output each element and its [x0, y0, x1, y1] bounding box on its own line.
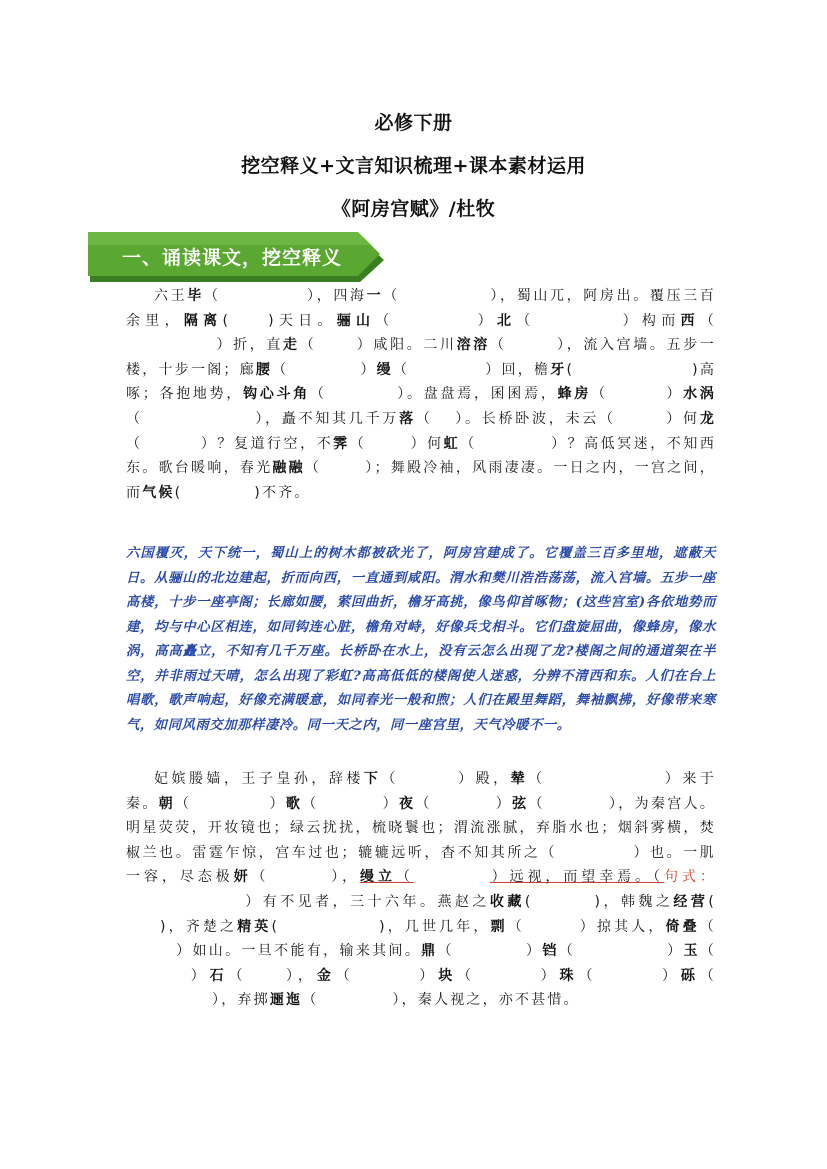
text-run: ）: [525, 943, 543, 960]
keyword: 骊山: [336, 312, 376, 329]
text-run: ）？高低冥迷，不知西东。歌台暖响，春光: [126, 435, 717, 477]
keyword: 倚叠: [665, 918, 700, 935]
text-run: ）: [416, 967, 439, 984]
keyword: 毕: [187, 288, 204, 304]
text-run: ）；舞殿冷袖，风雨凄凄。一日之内，一宫之间，而: [126, 460, 716, 501]
text-run: ），: [329, 869, 361, 886]
keyword: 金: [316, 967, 336, 984]
keyword: 霁: [333, 435, 350, 452]
text-run: ）: [495, 795, 513, 812]
text-run: ）构而: [619, 312, 681, 329]
text-run: 妃嫔媵嫱，王子皇孙，辞楼: [154, 771, 364, 787]
text-run: ）: [269, 795, 286, 812]
keyword: 西: [680, 312, 700, 329]
blank-open: (: [566, 361, 575, 378]
blank-open: （: [415, 795, 432, 812]
translation-paragraph: 六国覆灭，天下统一，蜀山上的树木都被砍光了，阿房宫建成了。它覆盖三百多里地，遮蔽天日。从骊山的北边建起，折而向西，一直通到咸阳。渭水和樊川浩浩荡荡，流入宫墙。五步一座高楼，十步一座亭阁；长廊如腰，萦回曲折，檐牙高挑，像鸟仰首啄物；(这些宫室)各依地势而建，均与中心区相连，如同钩连心脏，檐角对峙，好像兵戈相斗。它们盘旋屈曲，像蜂房，像水涡，高高矗立，不知有几千万座。长桥卧在水上，没有云怎么出现了龙?楼阁之间的通道架在半空，并非雨过天晴，怎么出现了彩虹?高高低低的楼阁使人迷惑，分辨不清西和东。人们在台上唱歌，歌声响起，好像充满暖意，如同春光一般和煦；人们在殿里舞蹈，舞袖飘拂，好像带来寒气，如同风雨交加那样凄冷。同一天之内，同一座宫里，天气冷暖不一。: [126, 546, 716, 733]
keyword: 砾: [680, 967, 700, 984]
blank-open: （: [457, 967, 476, 984]
blank-open: （: [699, 967, 716, 984]
text-run: ）: [188, 967, 210, 984]
blank-open: （: [489, 337, 507, 354]
blank-open: （: [516, 312, 536, 329]
blank-open: （: [591, 386, 608, 403]
text-run: ）何: [665, 410, 700, 427]
keyword: 缦立: [360, 869, 396, 886]
blank-open: （: [302, 992, 319, 1009]
keyword: 腰: [255, 361, 273, 378]
keyword: 石: [209, 967, 229, 984]
blank-open: （: [507, 918, 525, 935]
keyword: 收藏: [489, 893, 525, 910]
keyword: 剽: [490, 918, 508, 935]
text-run: ），蜀山兀，阿房出。覆压三百余里，: [126, 288, 716, 329]
keyword: 落: [399, 410, 416, 427]
text-run: ）: [667, 943, 684, 960]
blank-open: （: [375, 312, 395, 329]
blank-open: （: [335, 967, 355, 984]
text-run: )，齐楚之: [160, 918, 238, 935]
blank-open: （: [251, 869, 270, 886]
blank-open: （: [415, 410, 433, 427]
text-run: ）有不见者，三十六年。燕赵之: [244, 893, 490, 910]
text-run: )天日。: [268, 312, 337, 329]
blank-open: （: [299, 337, 317, 354]
text-run: ）。盘盘焉，囷囷焉，: [396, 386, 558, 403]
blank-open: （: [699, 943, 717, 960]
text-run: ）何: [410, 435, 444, 452]
text-run: ）？复道行空，不: [200, 435, 334, 452]
keyword: 珠: [559, 967, 579, 984]
text-run: ）: [537, 967, 560, 984]
keyword: 缦: [376, 361, 393, 378]
keyword: 块: [438, 967, 458, 984]
text-run: )，韩魏之: [594, 893, 674, 910]
keyword: 逦迤: [269, 992, 303, 1009]
blank-open: (: [271, 918, 280, 935]
keyword: 弦: [512, 795, 529, 812]
text-run: ），为秦宫人。明星荧荧，开妆镜也；绿云扰扰，梳晓鬟也；渭流涨腻，弃脂水也；烟斜雾横，焚椒兰也。雷霆乍惊，宫车过也；辘辘远听，杳不知其所之（: [126, 795, 717, 861]
keyword: 北: [496, 312, 517, 329]
keyword: 龙: [699, 410, 717, 427]
blank-open: （: [699, 918, 716, 935]
blank-open: （: [437, 943, 454, 960]
keyword: 鼎: [421, 943, 438, 960]
text-run: ）。长桥卧波，未云（: [454, 410, 616, 427]
passage-paragraph-1: [126, 284, 716, 505]
keyword: 隔离: [183, 312, 223, 329]
blank-open: （: [302, 795, 319, 812]
text-run: 六王: [154, 288, 188, 304]
section-heading: 一、诵读课文，挖空释义: [122, 247, 343, 269]
blank-open: （: [528, 771, 546, 787]
blank-open: （: [175, 795, 192, 812]
text-run: ）也。一肌一容，尽态极: [126, 844, 716, 886]
keyword: 走: [283, 337, 300, 354]
text-run: ）如山。一旦不能有，输来其间。: [176, 943, 422, 960]
blank-open: （: [310, 386, 327, 403]
blank-open: （: [558, 943, 576, 960]
text-run: ），弃掷: [212, 992, 270, 1009]
text-run: ），四海: [306, 288, 367, 304]
text-run: ）: [474, 312, 497, 329]
text-run: )不齐。: [254, 484, 311, 501]
text-run: )，几世几年，: [379, 918, 491, 935]
text-run: ），流入宫墙。五步一楼，十步一阁；廊: [126, 337, 717, 378]
keyword: 蜂房: [557, 386, 592, 403]
blank-open: （: [272, 361, 289, 378]
keyword: 融融: [272, 460, 305, 477]
blank-open: (: [708, 893, 716, 910]
keyword: 一: [366, 288, 384, 304]
text-run: ）: [659, 967, 681, 984]
document-subtitle: 挖空释义+文言知识梳理+课本素材运用: [241, 155, 586, 177]
keyword: 牙: [550, 361, 567, 378]
blank-open: （: [381, 771, 399, 787]
keyword: 妍: [233, 869, 252, 886]
keyword: 水涡: [683, 386, 716, 403]
keyword: 虹: [443, 435, 461, 452]
keyword: 精英: [237, 918, 272, 935]
blank-open: (: [222, 312, 231, 329]
text-run: ）折，直: [216, 337, 284, 354]
text-run: ）来于秦。: [126, 771, 717, 812]
keyword: 辇: [510, 771, 529, 787]
blank-open: （: [699, 312, 717, 329]
text-run: ），矗不知其几千万: [254, 410, 400, 427]
blank-open: （: [383, 288, 400, 304]
text-run: ）: [382, 795, 399, 812]
blank-open: （: [528, 795, 545, 812]
essay-title: 《阿房宫赋》/杜牧: [331, 198, 496, 220]
text-run: ），: [283, 967, 317, 984]
blank-open: （: [460, 435, 477, 452]
sentence-pattern-hint: 句式：: [663, 869, 717, 886]
keyword: 溶溶: [456, 337, 490, 354]
keyword: 夜: [398, 795, 416, 812]
text-run: )高啄；各抱地势，: [126, 361, 717, 403]
blank-open: (: [174, 484, 183, 501]
blank-open: （: [228, 967, 248, 984]
keyword: 歌: [285, 795, 303, 812]
blank-open: (: [524, 893, 533, 910]
text-run: ）: [665, 386, 684, 403]
text-run: ）殿，: [456, 771, 511, 787]
keyword: 铛: [542, 943, 559, 960]
keyword: 气候: [142, 484, 175, 501]
keyword: 经营: [673, 893, 709, 910]
keyword: 钩心斗角: [243, 386, 311, 403]
text-run: ）咸阳。二川: [356, 337, 457, 354]
blank-open: （: [126, 435, 143, 452]
text-run: ），秦人视之，亦不甚惜。: [392, 992, 580, 1009]
keyword: 下: [363, 771, 382, 787]
blank-open: （: [392, 361, 410, 378]
blank-open: （: [304, 460, 322, 477]
text-run: ）远视，而望幸焉。（: [489, 869, 664, 886]
book-title: 必修下册: [374, 112, 453, 134]
text-run: ）回，檐: [485, 361, 551, 378]
blank-open: （: [203, 288, 221, 304]
blank-open: （: [126, 410, 143, 427]
passage-paragraph-2: [126, 767, 716, 1013]
blank-open: （: [578, 967, 598, 984]
text-run: ）掠其人，: [578, 918, 666, 935]
keyword: 玉: [683, 943, 700, 960]
keyword: 朝: [158, 795, 176, 812]
blank-open: （: [395, 869, 414, 886]
text-run: ）: [360, 361, 377, 378]
blank-open: （: [349, 435, 367, 452]
